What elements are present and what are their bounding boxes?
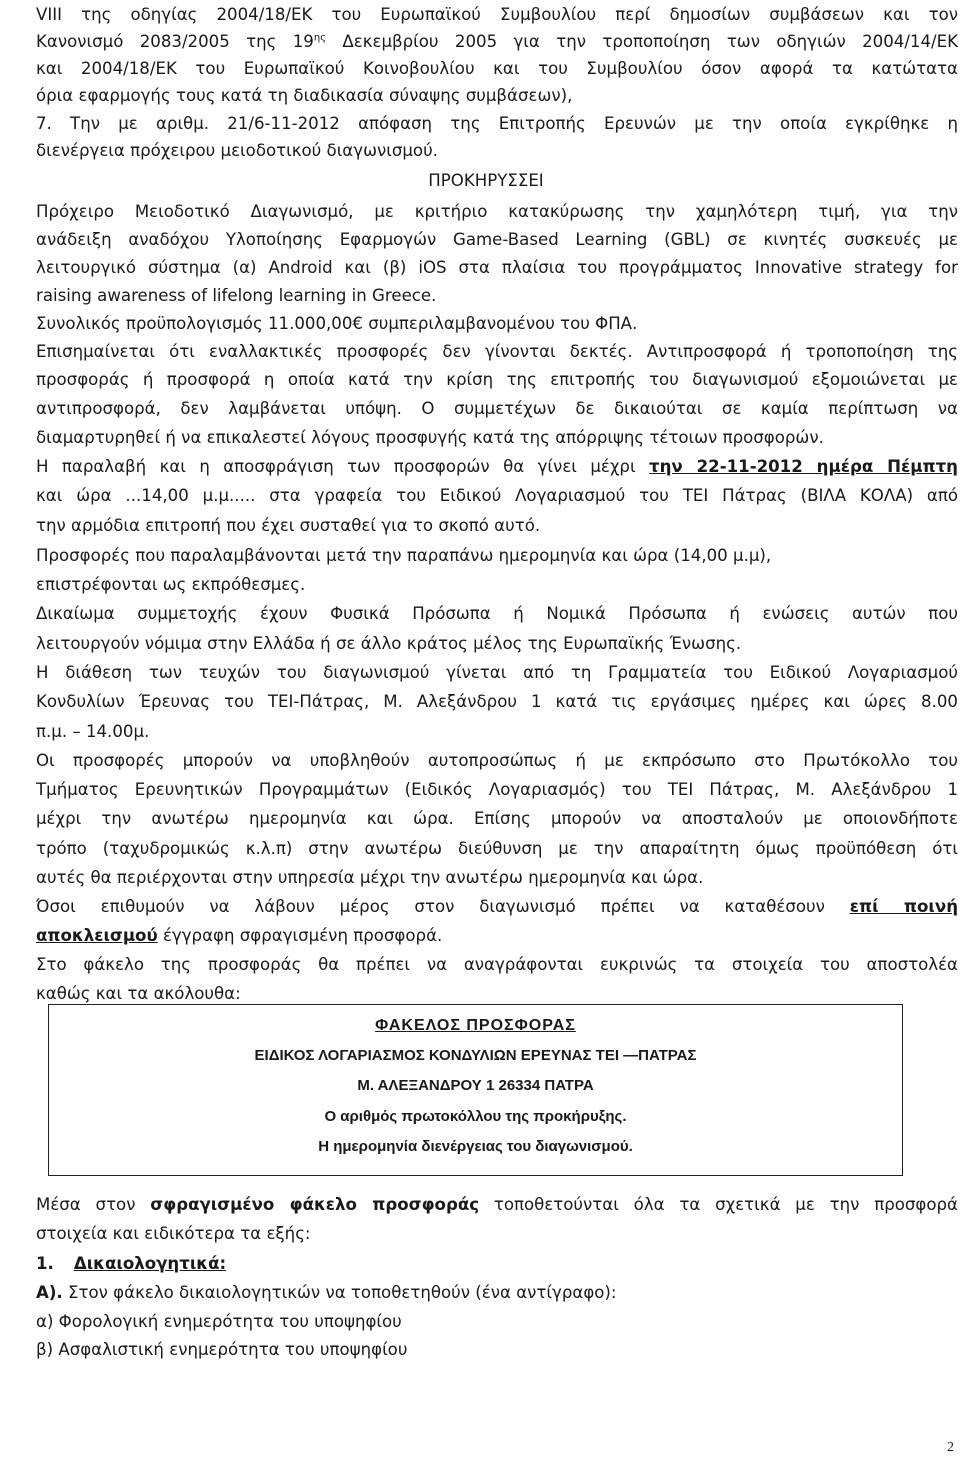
text-line: λειτουργικό σύστημα (α) Android και (β) iOS στα πλαίσια του προγράμματος Innovative strategy for [36,258,958,277]
text-line: Στο φάκελο της προσφοράς θα πρέπει να αναγράφονται ευκρινώς τα στοιχεία του αποστολέα [36,955,958,974]
text-line: Η διάθεση των τευχών του διαγωνισμού γίνεται από τη Γραμματεία του Ειδικού Λογαριασμού [36,663,958,682]
text-line: μέχρι την ανωτέρω ημερομηνία και ώρα. Επίσης μπορούν να αποσταλούν με οποιονδήποτε [36,809,958,828]
text-line [36,456,958,478]
text-line: επιστρέφονται ως εκπρόθεσμες. [36,575,306,594]
envelope-line: Η ημερομηνία διενέργειας του διαγωνισμού. [318,1138,633,1155]
text-line: Συνολικός προϋπολογισμός 11.000,00€ συμπεριλαμβανομένου του ΦΠΑ. [36,314,638,333]
text-line: Δικαίωμα συμμετοχής έχουν Φυσικά Πρόσωπα ή Νομικά Πρόσωπα ή ενώσεις αυτών που [36,604,958,623]
text-line: α) Φορολογική ενημερότητα του υποψηφίου [36,1312,402,1331]
text-line: VIII της οδηγίας 2004/18/ΕΚ του Ευρωπαϊκού Συμβουλίου περί δημοσίων συμβάσεων και τον [36,5,958,24]
text-line: και ώρα ...14,00 μ.μ..... στα γραφεία του Ειδικού Λογαριασμού του ΤΕΙ Πάτρας (ΒΙΛΑ ΚΟΛΑ) από [36,486,958,505]
text-line: λειτουργούν νόμιμα στην Ελλάδα ή σε άλλο κράτος μέλος της Ευρωπαϊκής Ένωσης. [36,634,742,653]
text-fragment: Μέσα στον [36,1195,151,1214]
text-line: Κονδυλίων Έρευνας του ΤΕΙ-Πάτρας, Μ. Αλεξάνδρου 1 κατά τις εργάσιμες ημέρες και ώρες 8.00 [36,692,958,711]
list-heading [36,1253,958,1275]
envelope-title: ΦΑΚΕΛΟΣ ΠΡΟΣΦΟΡΑΣ [375,1017,576,1034]
section-heading: ΠΡΟΚΗΡΥΣΣΕΙ [428,171,544,190]
text-line: Προσφορές που παραλαμβάνονται μετά την παραπάνω ημερομηνία και ώρα (14,00 μ.μ), [36,546,772,565]
emphasis-text: αποκλεισμού [36,926,158,945]
text-line: αντιπροσφορά, δεν λαμβάνεται υπόψη. Ο συμμετέχων δε δικαιούται σε καμία περίπτωση να [36,399,958,418]
text-line: διαμαρτυρηθεί ή να επικαλεστεί λόγους προσφυγής κατά της απόρριψης τέτοιων προσφορών. [36,428,824,447]
text-line: ανάδειξη αναδόχου Υλοποίησης Εφαρμογών Game-Based Learning (GBL) σε κινητές συσκευές με [36,230,958,249]
deadline-date: την 22-11-2012 ημέρα Πέμπτη [649,457,958,476]
superscript: ης [313,32,327,44]
text-line: προσφοράς ή προσφορά η οποία κατά την κρίση της επιτροπής του διαγωνισμού εξομοιώνεται με [36,370,958,389]
list-number: 1. [36,1254,54,1273]
text-line [36,31,958,53]
list-marker: Α). [36,1283,63,1302]
text-fragment: Κανονισμό 2083/2005 της 19 [36,32,314,51]
list-heading-label: Δικαιολογητικά: [73,1254,227,1273]
text-line: π.μ. – 14.00μ. [36,722,150,741]
envelope-line: ΕΙΔΙΚΟΣ ΛΟΓΑΡΙΑΣΜΟΣ ΚΟΝΔΥΛΙΩΝ ΕΡΕΥΝΑΣ ΤΕΙ —ΠΑΤΡΑΣ [254,1047,697,1064]
envelope-line: Ο αριθμός πρωτοκόλλου της προκήρυξης. [324,1108,627,1125]
emphasis-text: σφραγισμένο φάκελο προσφοράς [150,1195,480,1214]
envelope-line: Μ. ΑΛΕΞΑΝΔΡΟΥ 1 26334 ΠΑΤΡΑ [357,1077,594,1094]
text-line: αυτές θα περιέρχονται στην υπηρεσία μέχρι την ανωτέρω ημερομηνία και ώρα. [36,868,704,887]
text-line [36,925,958,947]
text-fragment: Στον φάκελο δικαιολογητικών να τοποθετηθούν (ένα αντίγραφο): [62,1283,617,1302]
text-fragment: Δεκεμβρίου 2005 για την τροποποίηση των οδηγιών 2004/14/ΕΚ [326,32,959,51]
text-line: raising awareness of lifelong learning in Greece. [36,286,437,305]
emphasis-text: επί ποινή [849,897,959,916]
text-fragment: Όσοι επιθυμούν να λάβουν μέρος στον διαγωνισμό πρέπει να καταθέσουν [36,897,850,916]
text-line [36,896,958,918]
text-fragment: τοποθετούνται όλα τα σχετικά με την προσφορά [479,1195,958,1214]
text-line [36,1282,958,1304]
text-line: διενέργεια πρόχειρου μειοδοτικού διαγωνισμού. [36,141,438,160]
text-line: την αρμόδια επιτροπή που έχει συσταθεί για το σκοπό αυτό. [36,516,541,535]
text-line: τρόπο (ταχυδρομικώς κ.λ.π) στην ανωτέρω διεύθυνση με την απαραίτητη όμως προϋπόθεση ότι [36,839,958,858]
text-line: 7. Την με αριθμ. 21/6-11-2012 απόφαση της Επιτροπής Ερευνών με την οποία εγκρίθηκε η [36,114,958,133]
text-fragment: Η παραλαβή και η αποσφράγιση των προσφορών θα γίνει μέχρι [36,457,649,476]
text-line: Επισημαίνεται ότι εναλλακτικές προσφορές δεν γίνονται δεκτές. Αντιπροσφορά ή τροποποίηση της [36,342,958,361]
text-line: και 2004/18/ΕΚ του Ευρωπαϊκού Κοινοβουλίου και του Συμβουλίου όσον αφορά τα κατώτατα [36,59,958,78]
envelope-box [48,1004,903,1176]
page-number: 2 [947,1440,954,1455]
text-line: Οι προσφορές μπορούν να υποβληθούν αυτοπροσώπως ή με εκπρόσωπο στο Πρωτόκολλο του [36,751,958,770]
text-line: στοιχεία και ειδικότερα τα εξής: [36,1224,311,1243]
text-line: καθώς και τα ακόλουθα: [36,984,241,1003]
text-line: όρια εφαρμογής τους κατά τη διαδικασία σύναψης συμβάσεων), [36,86,573,105]
text-line: Τμήματος Ερευνητικών Προγραμμάτων (Ειδικός Λογαριασμός) του ΤΕΙ Πάτρας, Μ. Αλεξάνδρου 1 [36,780,958,799]
text-line: Πρόχειρο Μειοδοτικό Διαγωνισμό, με κριτήριο κατακύρωσης την χαμηλότερη τιμή, για την [36,202,958,221]
text-fragment: έγγραφη σφραγισμένη προσφορά. [157,926,443,945]
text-line: β) Ασφαλιστική ενημερότητα του υποψηφίου [36,1340,408,1359]
text-line [36,1194,958,1216]
